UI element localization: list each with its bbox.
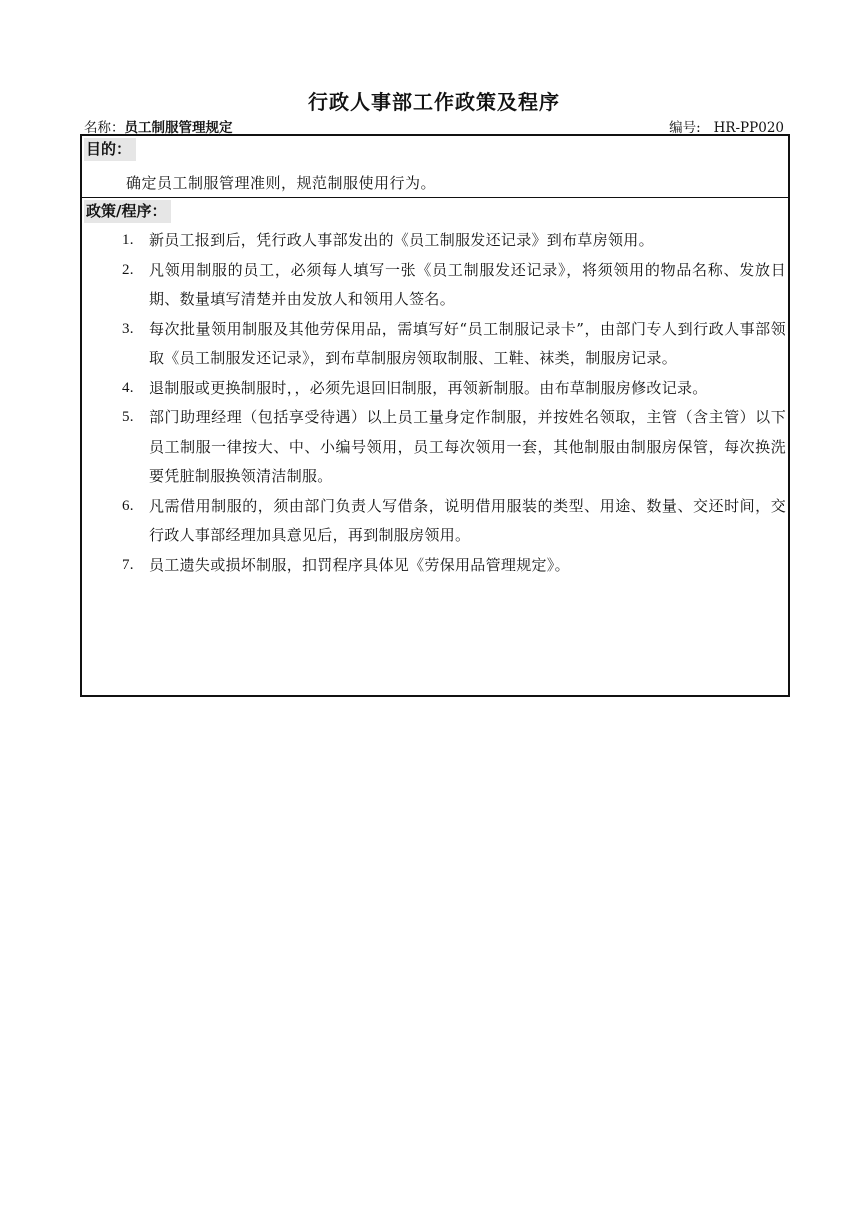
list-item	[122, 226, 786, 256]
list-item	[122, 315, 786, 374]
name-label: 名称：	[84, 120, 125, 136]
item-text: 凡领用制服的员工，必须每人填写一张《员工制服发还记录》，将须领用的物品名称、发放日期、数量填写清楚并由发放人和领用人签名。	[149, 260, 786, 308]
item-text: 部门助理经理（包括享受待遇）以上员工量身定作制服，并按姓名领取，主管（含主管）以下员工制服一律按大、中、小编号领用，员工每次领用一套，其他制服由制服房保管，每次换洗要凭脏制服换领清洁制服。	[149, 408, 786, 485]
policy-table	[80, 134, 790, 697]
purpose-text: 确定员工制服管理准则，规范制服使用行为。	[126, 174, 437, 192]
item-text: 凡需借用制服的，须由部门负责人写借条，说明借用服装的类型、用途、数量、交还时间，交行政人事部经理加具意见后，再到制服房领用。	[149, 496, 786, 544]
item-number: 2.	[122, 261, 134, 278]
list-item	[122, 256, 786, 315]
item-text: 每次批量领用制服及其他劳保用品，需填写好“员工制服记录卡”，由部门专人到行政人事部领取《员工制服发还记录》，到布草制服房领取制服、工鞋、袜类，制服房记录。	[149, 319, 786, 367]
document-name	[84, 116, 233, 136]
document-title: 行政人事部工作政策及程序	[308, 90, 560, 114]
policy-list	[122, 226, 786, 580]
list-item	[122, 374, 786, 404]
name-value: 员工制服管理规定	[124, 120, 233, 136]
item-number: 4.	[122, 379, 134, 396]
code-value: HR-PP020	[713, 120, 784, 136]
item-number: 5.	[122, 409, 134, 425]
item-number: 6.	[122, 497, 134, 514]
policy-heading: 政策/程序：	[84, 200, 171, 223]
list-item	[122, 551, 786, 581]
item-text: 退制服或更换制服时，，必须先退回旧制服，再领新制服。由布草制服房修改记录。	[149, 378, 708, 397]
item-number: 1.	[122, 232, 134, 248]
section-divider	[82, 197, 788, 198]
document-meta	[84, 116, 784, 134]
code-label: 编号:	[669, 120, 701, 136]
item-text: 员工遗失或损坏制服，扣罚程序具体见《劳保用品管理规定》。	[149, 555, 570, 574]
item-number: 3.	[122, 320, 134, 337]
item-text: 新员工报到后，凭行政人事部发出的《员工制服发还记录》到布草房领用。	[149, 231, 654, 249]
document-code	[669, 116, 784, 136]
item-number: 7.	[122, 556, 134, 573]
purpose-heading: 目的：	[84, 138, 136, 161]
list-item	[122, 492, 786, 551]
list-item	[122, 403, 786, 492]
